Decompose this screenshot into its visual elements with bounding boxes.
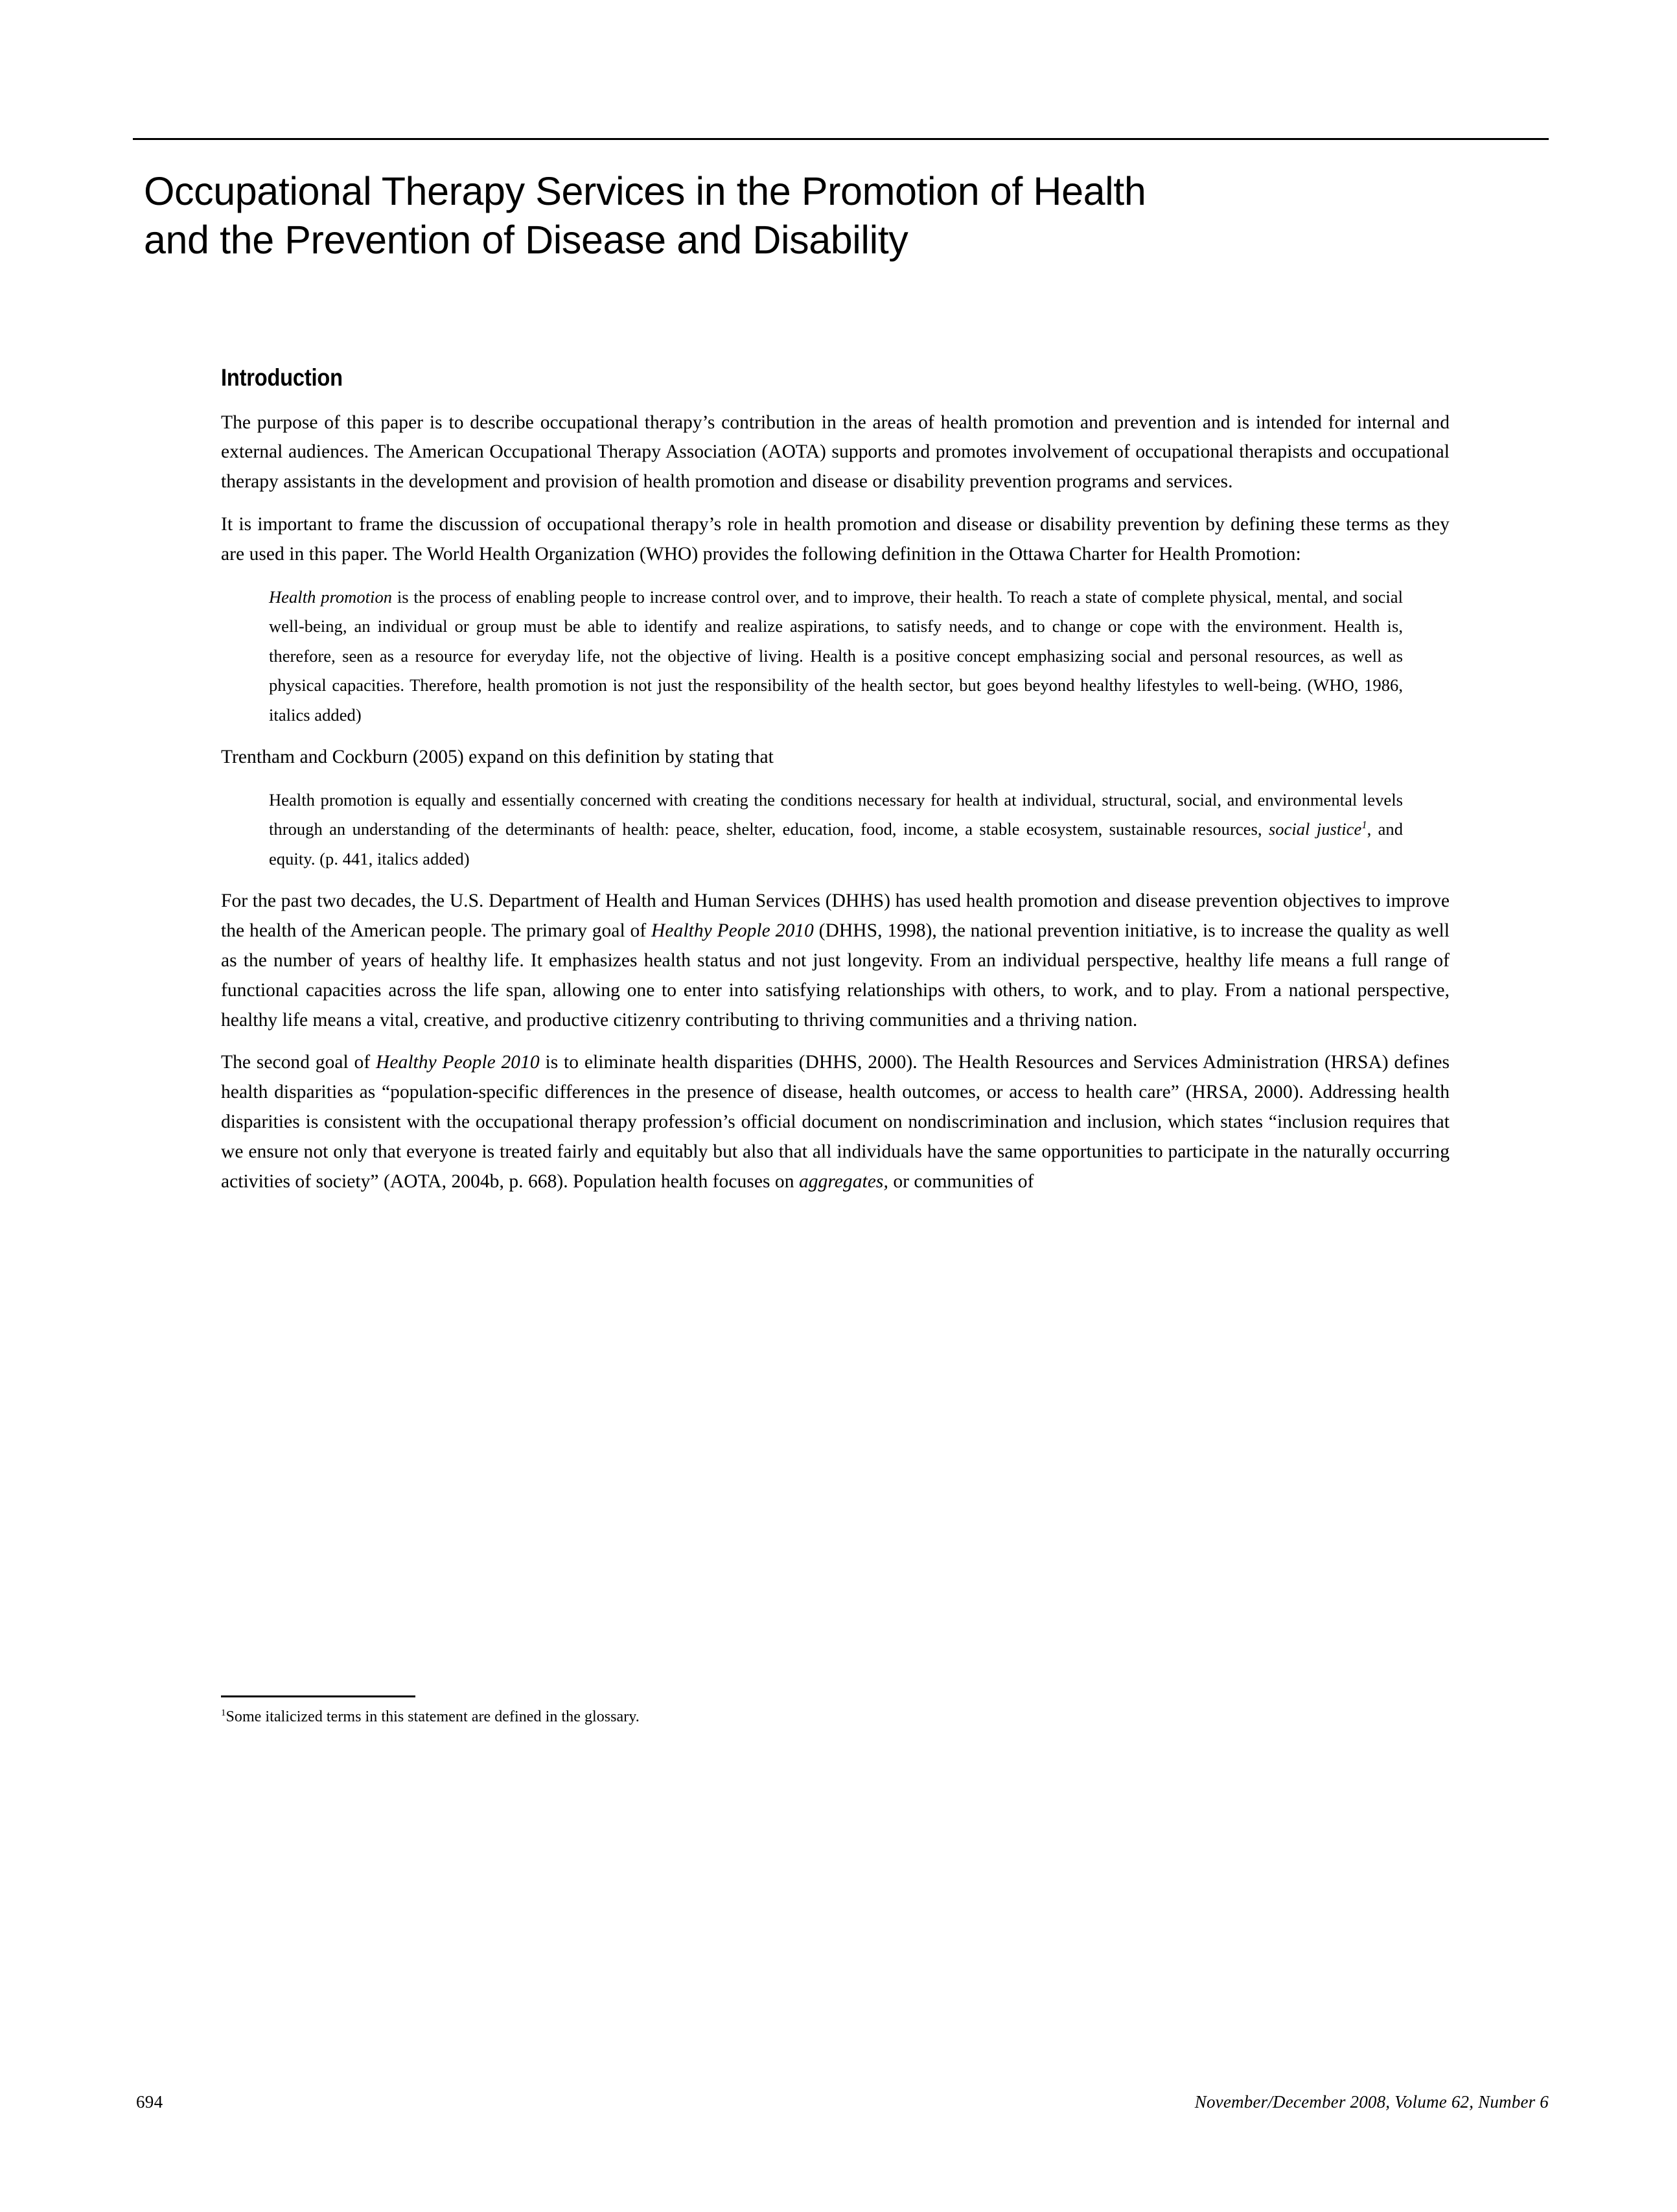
paragraph-dhhs-cont: (DHHS, 1998), the national prevention initiative, is to increase the quality as well as the number of years of healthy life. It emphasizes health status and not just longevity. From an individual perspective, healthy life means a full range of functional capacities across the life span, allowing one to enter into satisfying relationships with others, to work, and to play. From a national perspective, healthy life means a vital, creative, and productive citizenry contributing to thriving communities and a thriving nation. [221,920,1450,1030]
paragraph-trentham-lead: Trentham and Cockburn (2005) expand on this definition by stating that [221,747,774,768]
blockquote-who-text [269,583,1403,730]
blockquote-who-definition [269,583,1403,730]
paragraph-health-disparities [221,1048,1450,1196]
blockquote-trentham-italic-label: social justice [1268,819,1362,839]
paragraph-disparities-italic-aggregates: aggregates, [798,1170,888,1192]
blockquote-trentham-start: Health promotion is equally and essentially concerned with creating the conditions necessary for health at individual, structural, social, and environmental levels through an understanding of the determinants of health: peace, shelter, education, food, income, a stable ecosystem, sustainable resources, [269,789,1403,839]
page-title [144,167,1505,264]
article-body [221,365,1450,1196]
paragraph-disparities-end: or communities of [888,1170,1034,1192]
footnote-number: 1 [221,1708,226,1718]
page-title-line-2: and the Prevention of Disease and Disability [144,218,908,262]
paragraph-disparities-italic-title: Healthy People 2010 [376,1052,540,1073]
footnote-separator-rule [221,1695,415,1697]
page-title-line-1: Occupational Therapy Services in the Promotion of Health [144,169,1146,213]
footnote-area [221,1695,1450,1727]
paragraph-disparities-start: The second goal of [221,1052,376,1073]
paragraph-dhhs-start: For the past two decades, the U.S. Department of Health and Human Services (DHHS) has used health promotion and disease prevention objectives to improve the health of the American people. The primary goal of [221,891,1450,942]
blockquote-trentham-italic-term [1269,819,1367,839]
paragraph-disparities-mid: is to eliminate health disparities (DHHS, 2000). The Health Resources and Services Administration (HRSA) defines health disparities as “population-specific differences in the presence of disease, health outcomes, or access to health care” (HRSA, 2000). Addressing health disparities is consistent with the occupational therapy profession’s official document on nondiscrimination and inclusion, which states “inclusion requires that we ensure not only that everyone is treated fairly and equitably but also that all individuals have the same opportunities to participate in the naturally occurring activities of society” (AOTA, 2004b, p. 668). Population health focuses on [221,1052,1450,1192]
section-heading-introduction: Introduction [221,364,343,391]
blockquote-trentham-text [269,786,1403,874]
footer-journal-citation: November/December 2008, Volume 62, Number 6 [1194,2092,1549,2112]
paragraph-purpose: The purpose of this paper is to describe occupational therapy’s contribution in the areas of health promotion and prevention and is intended for internal and external audiences. The American Occupational Therapy Association (AOTA) supports and promotes involvement of occupational therapists and occupational therapy assistants in the development and provision of health promotion and disease or disability prevention programs and services. [221,412,1450,493]
footnote-reference-marker: 1 [1361,819,1367,832]
footnote-text-content: Some italicized terms in this statement are defined in the glossary. [226,1708,640,1725]
paragraph-dhhs-healthy-people [221,887,1450,1035]
blockquote-trentham-cockburn [269,786,1403,874]
paragraph-framing: It is important to frame the discussion of occupational therapy’s role in health promotion and disease or disability prevention by defining these terms as they are used in this paper. The World Health Organization (WHO) provides the following definition in the Ottawa Charter for Health Promotion: [221,514,1450,565]
footer-page-number: 694 [136,2092,163,2112]
page-footer [136,2092,1549,2112]
header-rule [133,138,1549,140]
blockquote-who-body: is the process of enabling people to increase control over, and to improve, their health. To reach a state of complete physical, mental, and social well-being, an individual or group must be able to identify and realize aspirations, to satisfy needs, and to change or cope with the environment. Health is, therefore, seen as a resource for everyday life, not the objective of living. Health is a positive concept emphasizing social and personal resources, as well as physical capacities. Therefore, health promotion is not just the responsibility of the health sector, but goes beyond healthy lifestyles to well-being. (WHO, 1986, italics added) [269,587,1403,725]
footnote-entry [221,1706,1450,1727]
blockquote-who-italic-term: Health promotion [269,587,393,607]
paragraph-dhhs-italic-title: Healthy People 2010 [651,920,814,942]
blockquote-trentham-end: , and equity. (p. 441, italics added) [269,819,1404,868]
